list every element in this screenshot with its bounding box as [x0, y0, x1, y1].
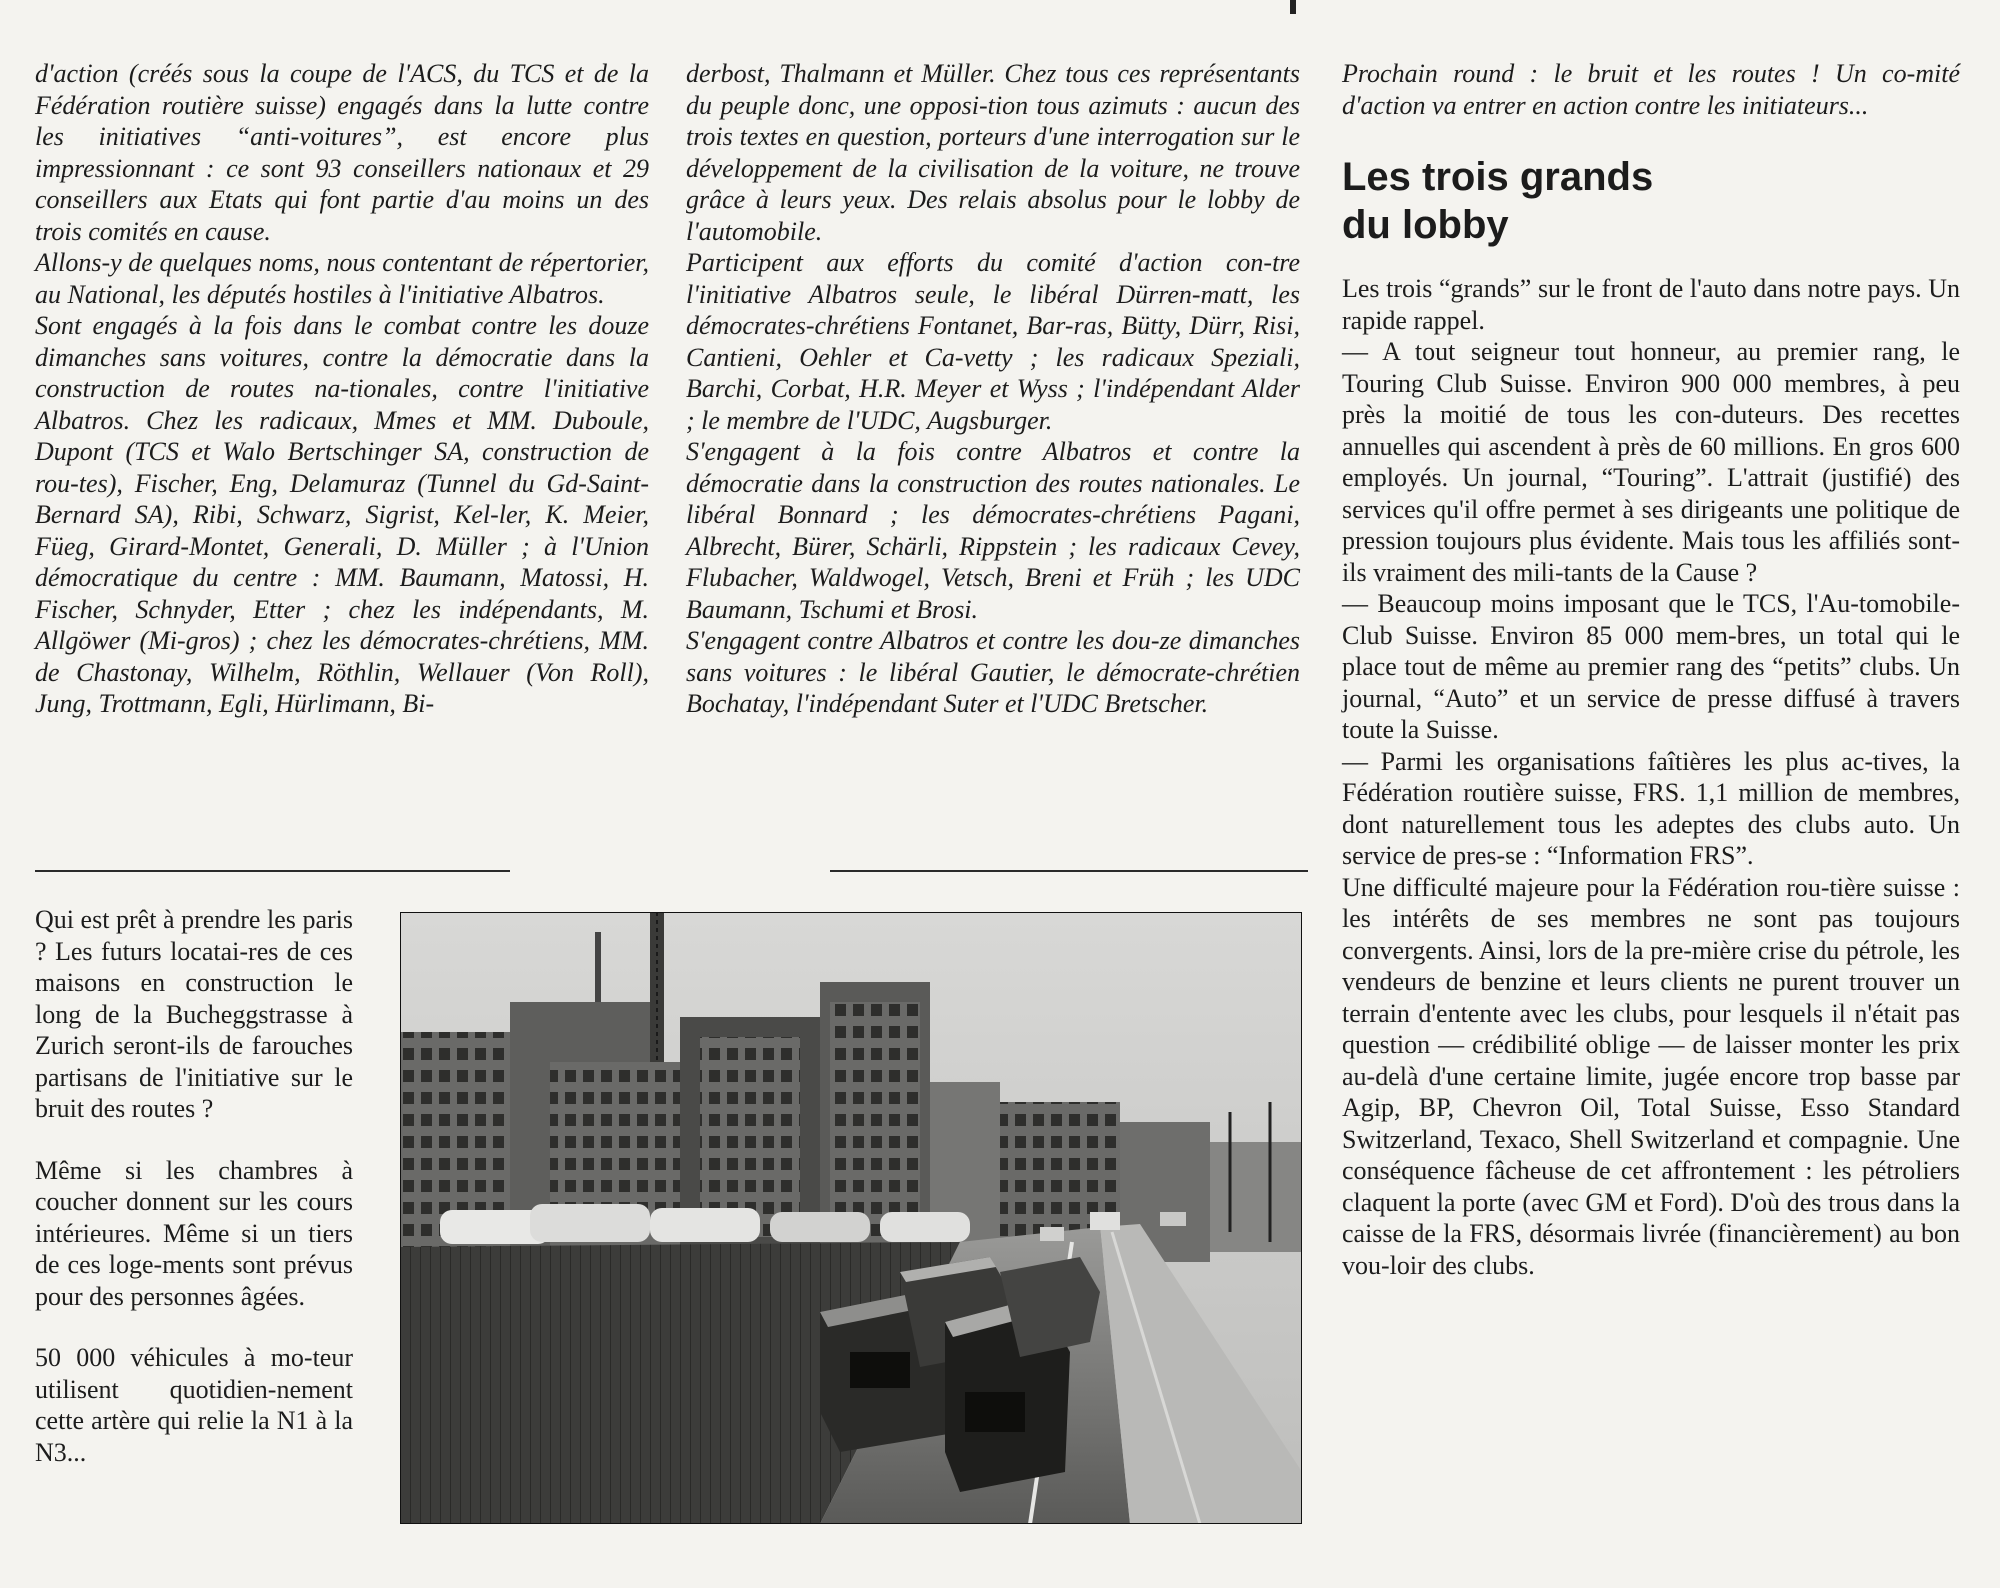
paragraph: — Beaucoup moins imposant que le TCS, l'Au-tomobile-Club Suisse. Environ 85 000 mem-bres, un total qui le place tout de même au premier rang des “petits” clubs. Un journal, “Auto” et un service de presse diffusé à travers toute la Suisse.	[1342, 589, 1960, 744]
print-mark	[1290, 0, 1296, 14]
paragraph: S'engagent à la fois contre Albatros et contre la démocratie dans la construction des routes nationales. Le libéral Bonnard ; les démocrates-chrétiens Pagani, Albrecht, Bürer, Schärli, Rippstein ; les radicaux Cevey, Flubacher, Waldwogel, Vetsch, Breni et Früh ; les UDC Baumann, Tschumi et Brosi.	[686, 437, 1300, 624]
paragraph: S'engagent contre Albatros et contre les dou-ze dimanches sans voitures : le libéral Gautier, le démocrate-chrétien Bochatay, l'indépendant Suter et l'UDC Bretscher.	[686, 626, 1300, 718]
heading-line-1: Les trois grands	[1342, 155, 1654, 199]
photo-caption	[35, 904, 353, 1498]
paragraph: Une difficulté majeure pour la Fédération rou-tière suisse : les intérêts de ses membres ne sont pas toujours convergents. Ainsi, lors de la pre-mière crise du pétrole, les vendeurs de benzine et leurs clients ne purent trouver un terrain d'entente avec les clubs, pour lesquels il n'était pas question — crédibilité oblige — de laisser monter les prix au-delà d'une certaine limite, jugée encore trop basse par Agip, BP, Chevron Oil, Total Suisse, Esso Standard Switzerland, Texaco, Shell Switzerland et compagnie. Une conséquence fâcheuse de cet affrontement : les pétroliers claquent la porte (avec GM et Ford). D'où des trous dans la caisse de la FRS, désormais livrée (financièrement) au bon vou-loir des clubs.	[1342, 872, 1960, 1280]
paragraph: — Parmi les organisations faîtières les plus ac-tives, la Fédération routière suisse, FRS. 1,1 million de membres, dont naturellement tous les adeptes des clubs auto. Un service de pres-se : “Information FRS”.	[1342, 746, 1960, 870]
caption-paragraph: Qui est prêt à prendre les paris ? Les futurs locatai-res de ces maisons en construction le long de la Bucheggstrasse à Zurich seront-ils de farouches partisans de l'initiative sur le bruit des routes ?	[35, 905, 353, 1123]
divider-rule-right	[830, 870, 1308, 872]
caption-paragraph: 50 000 véhicules à mo-teur utilisent quotidien-nement cette artère qui relie la N1 à la N3...	[35, 1343, 353, 1467]
article-column-1	[35, 58, 649, 720]
article-column-3	[1342, 58, 1960, 1281]
heading-line-2: du lobby	[1342, 203, 1509, 247]
caption-paragraph: Même si les chambres à coucher donnent sur les cours intérieures. Même si un tiers de ces loge-ments sont prévus pour des personnes âgées.	[35, 1155, 353, 1311]
paragraph: Les trois “grands” sur le front de l'auto dans notre pays. Un rapide rappel.	[1342, 274, 1960, 335]
paragraph: derbost, Thalmann et Müller. Chez tous ces représentants du peuple donc, une opposi-tion tous azimuts : aucun des trois textes en question, porteurs d'une interrogation sur le développement de la civilisation de la voiture, ne trouve grâce à leurs yeux. Des relais absolus pour le lobby de l'automobile.	[686, 59, 1300, 246]
article-column-2	[686, 58, 1300, 720]
section-heading	[1342, 153, 1960, 249]
divider-rule-left	[35, 870, 510, 872]
paragraph: Allons-y de quelques noms, nous contentant de répertorier, au National, les députés hostiles à l'initiative Albatros.	[35, 248, 649, 309]
paragraph: — A tout seigneur tout honneur, au premier rang, le Touring Club Suisse. Environ 900 000 membres, à peu près la moitié de tous les con-duteurs. Des recettes annuelles qui ascendent à près de 60 millions. En gros 600 employés. Un journal, “Touring”. L'attrait (justifié) des services qu'il offre permet à ses dirigeants une politique de pression toujours plus évidente. Mais tous les affiliés sont-ils vraiment des mili-tants de la Cause ?	[1342, 337, 1960, 587]
paragraph: d'action (créés sous la coupe de l'ACS, du TCS et de la Fédération routière suisse) engagés dans la lutte contre les initiatives “anti-voitures”, est encore plus impressionnant : ce sont 93 conseillers nationaux et 29 conseillers aux Etats qui font partie d'au moins un des trois comités en cause.	[35, 59, 649, 246]
paragraph: Sont engagés à la fois dans le combat contre les douze dimanches sans voitures, contre la démocratie dans la construction de routes na-tionales, contre l'initiative Albatros. Chez les radicaux, Mmes et MM. Duboule, Dupont (TCS et Walo Bertschinger SA, construction de rou-tes), Fischer, Eng, Delamuraz (Tunnel du Gd-Saint-Bernard SA), Ribi, Schwarz, Sigrist, Kel-ler, K. Meier, Füeg, Girard-Montet, Generali, D. Müller ; à l'Union démocratique du centre : MM. Baumann, Matossi, H. Fischer, Schnyder, Etter ; chez les indépendants, M. Allgöwer (Mi-gros) ; chez les démocrates-chrétiens, MM. de Chastonay, Wilhelm, Röthlin, Wellauer (Von Roll), Jung, Trottmann, Egli, Hürlimann, Bi-	[35, 311, 649, 718]
trucks-on-urban-highway-photo	[400, 912, 1302, 1524]
paragraph: Participent aux efforts du comité d'action con-tre l'initiative Albatros seule, le libéral Dürren-matt, les démocrates-chrétiens Fontanet, Bar-ras, Bütty, Dürr, Risi, Cantieni, Oehler et Ca-vetty ; les radicaux Speziali, Barchi, Corbat, H.R. Meyer et Wyss ; l'indépendant Alder ; le membre de l'UDC, Augsburger.	[686, 248, 1300, 435]
intro-paragraph: Prochain round : le bruit et les routes ! Un co-mité d'action va entrer en action contre les initiateurs...	[1342, 59, 1960, 120]
